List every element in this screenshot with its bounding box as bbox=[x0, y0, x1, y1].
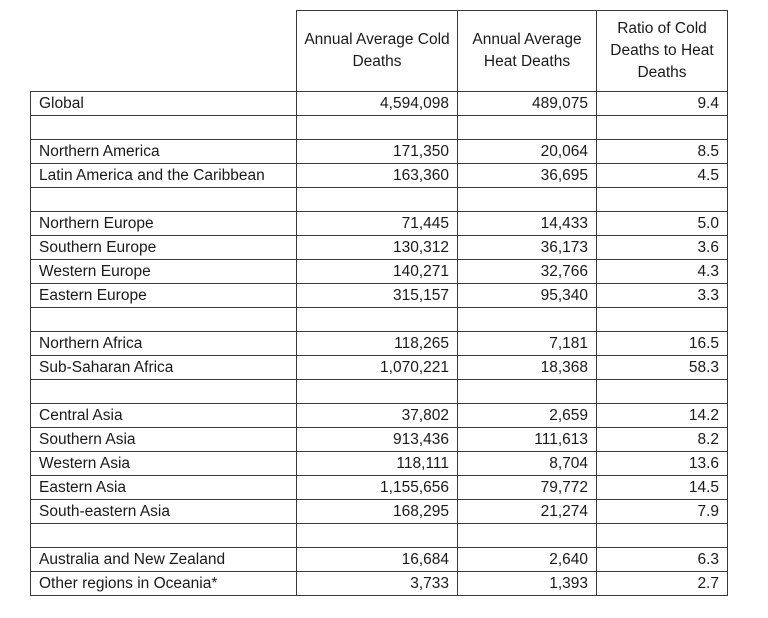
heat-deaths-cell: 32,766 bbox=[458, 260, 597, 284]
region-cell: Other regions in Oceania* bbox=[31, 572, 297, 596]
spacer-row bbox=[31, 380, 728, 404]
cold-deaths-cell: 140,271 bbox=[297, 260, 458, 284]
table-row bbox=[31, 212, 728, 236]
header-row bbox=[31, 11, 728, 92]
spacer-row bbox=[31, 308, 728, 332]
heat-deaths-cell: 95,340 bbox=[458, 284, 597, 308]
cold-deaths-cell: 171,350 bbox=[297, 140, 458, 164]
ratio-cell: 58.3 bbox=[597, 356, 728, 380]
heat-deaths-cell: 36,173 bbox=[458, 236, 597, 260]
region-cell: Northern America bbox=[31, 140, 297, 164]
heat-deaths-cell: 2,659 bbox=[458, 404, 597, 428]
cold-deaths-cell: 4,594,098 bbox=[297, 92, 458, 116]
ratio-cell: 3.6 bbox=[597, 236, 728, 260]
heat-deaths-cell: 2,640 bbox=[458, 548, 597, 572]
cold-deaths-cell: 118,111 bbox=[297, 452, 458, 476]
cold-deaths-cell: 130,312 bbox=[297, 236, 458, 260]
ratio-cell: 3.3 bbox=[597, 284, 728, 308]
cold-deaths-cell: 71,445 bbox=[297, 212, 458, 236]
heat-deaths-cell: 7,181 bbox=[458, 332, 597, 356]
region-cell: Northern Africa bbox=[31, 332, 297, 356]
region-cell: Northern Europe bbox=[31, 212, 297, 236]
heat-deaths-cell: 79,772 bbox=[458, 476, 597, 500]
ratio-cell: 6.3 bbox=[597, 548, 728, 572]
ratio-cell: 5.0 bbox=[597, 212, 728, 236]
table-row bbox=[31, 260, 728, 284]
table-row bbox=[31, 572, 728, 596]
column-header-ratio: Ratio of Cold Deaths to Heat Deaths bbox=[597, 11, 728, 92]
ratio-cell: 2.7 bbox=[597, 572, 728, 596]
cold-heat-deaths-table bbox=[30, 10, 728, 596]
cold-deaths-cell: 913,436 bbox=[297, 428, 458, 452]
column-header-cold: Annual Average Cold Deaths bbox=[297, 11, 458, 92]
region-cell: Southern Europe bbox=[31, 236, 297, 260]
region-cell: Latin America and the Caribbean bbox=[31, 164, 297, 188]
column-header-heat: Annual Average Heat Deaths bbox=[458, 11, 597, 92]
table-header bbox=[31, 11, 728, 92]
cold-deaths-cell: 163,360 bbox=[297, 164, 458, 188]
heat-deaths-cell: 8,704 bbox=[458, 452, 597, 476]
spacer-row bbox=[31, 524, 728, 548]
table-row bbox=[31, 404, 728, 428]
cold-deaths-cell: 3,733 bbox=[297, 572, 458, 596]
ratio-cell: 14.5 bbox=[597, 476, 728, 500]
heat-deaths-cell: 1,393 bbox=[458, 572, 597, 596]
region-cell: Sub-Saharan Africa bbox=[31, 356, 297, 380]
heat-deaths-cell: 21,274 bbox=[458, 500, 597, 524]
cold-deaths-cell: 37,802 bbox=[297, 404, 458, 428]
region-cell: South-eastern Asia bbox=[31, 500, 297, 524]
spacer-row bbox=[31, 188, 728, 212]
region-cell: Southern Asia bbox=[31, 428, 297, 452]
ratio-cell: 16.5 bbox=[597, 332, 728, 356]
table-row bbox=[31, 236, 728, 260]
ratio-cell: 4.5 bbox=[597, 164, 728, 188]
ratio-cell: 9.4 bbox=[597, 92, 728, 116]
region-cell: Australia and New Zealand bbox=[31, 548, 297, 572]
table-row bbox=[31, 140, 728, 164]
cold-deaths-cell: 16,684 bbox=[297, 548, 458, 572]
region-cell: Eastern Asia bbox=[31, 476, 297, 500]
cold-deaths-cell: 315,157 bbox=[297, 284, 458, 308]
region-cell: Western Asia bbox=[31, 452, 297, 476]
ratio-cell: 7.9 bbox=[597, 500, 728, 524]
region-cell: Central Asia bbox=[31, 404, 297, 428]
ratio-cell: 8.5 bbox=[597, 140, 728, 164]
table-row bbox=[31, 548, 728, 572]
table-row bbox=[31, 500, 728, 524]
header-corner-cell bbox=[31, 11, 297, 92]
heat-deaths-cell: 20,064 bbox=[458, 140, 597, 164]
cold-deaths-cell: 1,155,656 bbox=[297, 476, 458, 500]
document-page bbox=[30, 10, 728, 596]
table-row bbox=[31, 476, 728, 500]
table-row bbox=[31, 428, 728, 452]
table-row bbox=[31, 452, 728, 476]
ratio-cell: 8.2 bbox=[597, 428, 728, 452]
heat-deaths-cell: 14,433 bbox=[458, 212, 597, 236]
table-row bbox=[31, 356, 728, 380]
spacer-row bbox=[31, 116, 728, 140]
table-row bbox=[31, 92, 728, 116]
heat-deaths-cell: 111,613 bbox=[458, 428, 597, 452]
heat-deaths-cell: 36,695 bbox=[458, 164, 597, 188]
table-row bbox=[31, 284, 728, 308]
ratio-cell: 13.6 bbox=[597, 452, 728, 476]
ratio-cell: 4.3 bbox=[597, 260, 728, 284]
table-row bbox=[31, 332, 728, 356]
table-row bbox=[31, 164, 728, 188]
cold-deaths-cell: 118,265 bbox=[297, 332, 458, 356]
region-cell: Eastern Europe bbox=[31, 284, 297, 308]
region-cell: Global bbox=[31, 92, 297, 116]
table-body bbox=[31, 92, 728, 596]
region-cell: Western Europe bbox=[31, 260, 297, 284]
heat-deaths-cell: 489,075 bbox=[458, 92, 597, 116]
ratio-cell: 14.2 bbox=[597, 404, 728, 428]
cold-deaths-cell: 1,070,221 bbox=[297, 356, 458, 380]
cold-deaths-cell: 168,295 bbox=[297, 500, 458, 524]
heat-deaths-cell: 18,368 bbox=[458, 356, 597, 380]
